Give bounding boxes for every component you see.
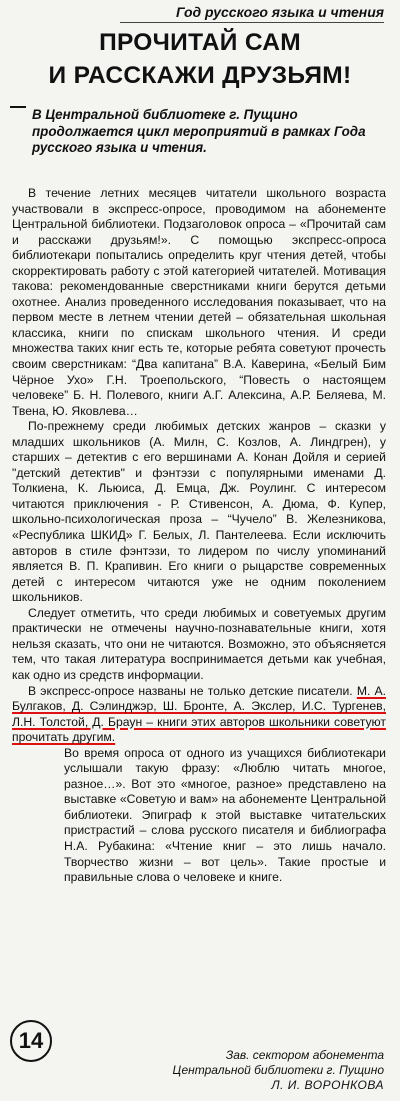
article-headline [8,26,392,92]
article-paragraph-5: Во время опроса от одного из учащихся библиотекари услышали такую фразу: «Люблю читать многое, разное…». Вот это «многое, разное» представлено на выставке «Советую и вам» на абонементе Центральной библиотеки. Эпиграф к этой выставке читательских пристрастий – слова русского писателя и библиографа Н.А. Рубакина: «Чтение книг – это лишь начало. Творчество жизни – вот цель». Такие простые и правильные слова о человеке и книге. [64,745,386,885]
page-number-badge: 14 [10,1020,52,1062]
article-paragraph-3: Следует отметить, что среди любимых и советуемых другим практически не отмечены научно-познавательные книги, хотя нельзя сказать, что они не читаются. Возможно, это объясняется тем, что такая литература воспринимается детьми как учебная, как одно из средств информации. [12,605,386,682]
headline-line-1: ПРОЧИТАЙ САМ [99,29,301,56]
section-rubric: Год русского языка и чтения [120,4,384,23]
signature-position: Зав. сектором абонемента [225,1048,384,1062]
lead-block [10,107,392,157]
paragraph-4-start: В экспресс-опросе названы не только детские писатели. [28,683,357,698]
article-body [12,186,386,886]
author-signature [84,1048,384,1093]
article-paragraph-1: В течение летних месяцев читатели школьного возраста участвовали в экспресс-опросе, проводимом на абонементе Центральной библиотеки. Подзаголовок опроса – «Прочитай сам и расскажи друзьям!». С помощью экспресс-опроса библиотекари попытались определить круг чтения детей, чтобы скорректировать работу с этой категорией читателей. Мотивация такова: рекомендованные сверстниками книги берутся детьми охотнее. Анализ проведенного исследования показывает, что на первом месте в летнем чтении детей – обязательная школьная классика, книги по спискам школьного чтения. И среди множества таких книг есть те, которые ребята советуют прочесть своим сверстникам: “Два капитана” В.А. Каверина, «Белый Бим Чёрное Ухо» Г.Н. Троепольского, “Повесть о настоящем человеке” Б. Н. Полевого, книги А.Г. Алексина, А.Р. Беляева, М. Твена, Ю. Яковлева… [12,186,386,418]
article-paragraph-2: По-прежнему среди любимых детских жанров – сказки у младших школьников (А. Милн, С. Козлов, А. Линдгрен), у старших – детектив с его вершинами А. Конан Дойля и серией "детский детектив" и фэнтэзи с популярными именами Д. Толкиена, К. Льюиса, Д. Емца, Дж. Роулинг. С интересом читаются приключения - Р. Стивенсон, А. Дюма, Ф. Купер, школьно-психологическая проза – “Чучело” В. Железникова, «Республика ШКИД» Г. Белых, Л. Пантелеева. Если исключить авторов в стиле фэнтэзи, то лидером по числу упоминаний является В. П. Крапивин. Его книги о рыцарстве современных детей с интересом читаются уже не одним поколением школьников. [12,419,386,605]
signature-organization: Центральной библиотеки г. Пущино [172,1063,384,1077]
article-paragraph-4 [12,684,386,746]
signature-name: Л. И. ВОРОНКОВА [271,1078,384,1092]
underlined-authors: М. А. Булгаков, Д. Сэлинджэр, Ш. Бронте, А. Экслер, И.С. Тургенев, Л.Н. Толстой, Д. Браун – книги этих авторов школьники советуют прочитать другим. [12,683,386,745]
headline-line-2: И РАССКАЖИ ДРУЗЬЯМ! [48,62,352,89]
lead-paragraph: В Центральной библиотеке г. Пущино продолжается цикл мероприятий в рамках Года русского языка и чтения. [32,107,366,155]
lead-rule [10,106,26,108]
